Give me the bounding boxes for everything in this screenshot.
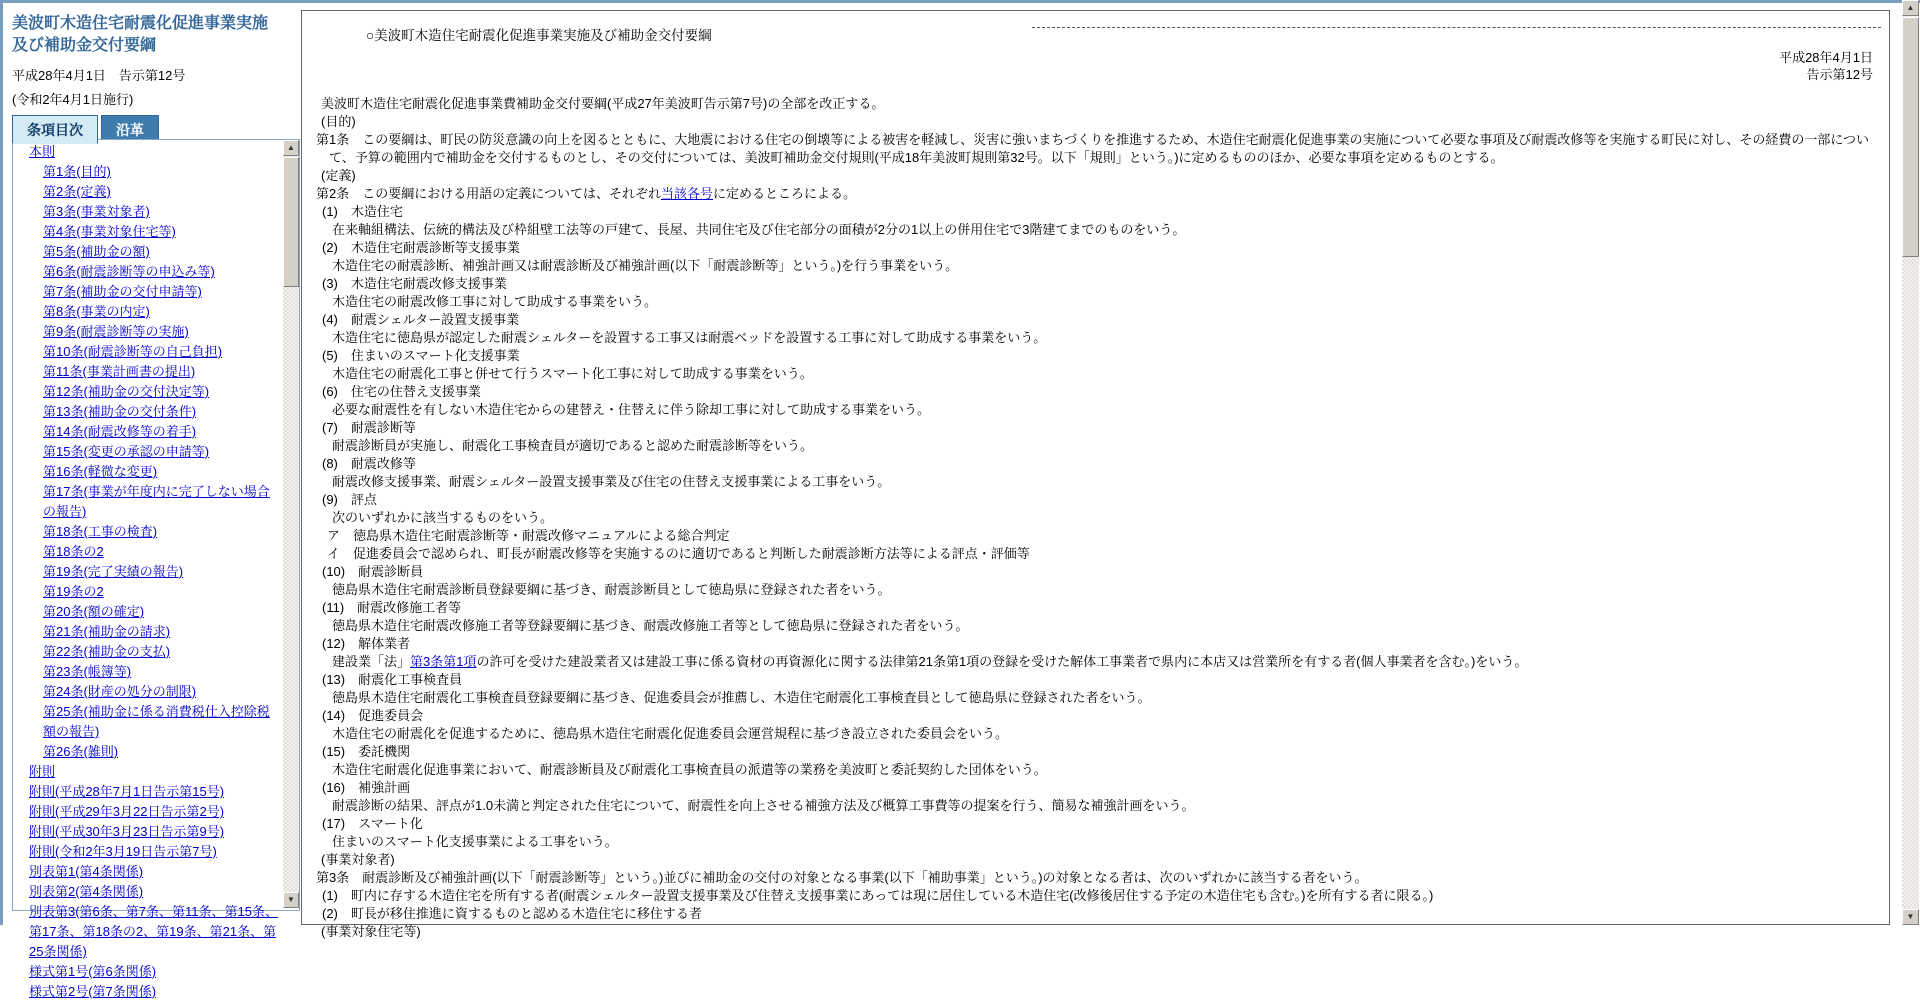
- window-scrollbar[interactable]: [1902, 0, 1919, 925]
- paragraph: [316, 383, 1875, 401]
- toc-link[interactable]: 第3条(事業対象者): [43, 204, 150, 219]
- text-segment: (事業対象住宅等): [321, 924, 421, 939]
- toc-link[interactable]: 第26条(雑則): [43, 744, 119, 759]
- toc-link[interactable]: 第14条(耐震改修等の着手): [43, 424, 197, 439]
- text-segment: (11) 耐震改修施工者等: [322, 600, 462, 615]
- text-segment: 在来軸組構法、伝統的構法及び枠組壁工法等の戸建て、長屋、共同住宅及び住宅部分の面積が2分の1以上の併用住宅で3階建てまでのものをいう。: [332, 222, 1186, 237]
- inline-link[interactable]: 当該各号: [660, 186, 713, 201]
- paragraph: [316, 851, 1875, 869]
- scroll-down-button[interactable]: ▼: [1902, 909, 1919, 925]
- paragraph: [316, 203, 1875, 221]
- paragraph: [316, 509, 1875, 527]
- text-segment: (8) 耐震改修等: [322, 456, 416, 471]
- paragraph: [316, 869, 1875, 887]
- text-segment: (16) 補強計画: [322, 780, 411, 795]
- inline-link[interactable]: 第3条第1項: [410, 654, 477, 669]
- tab-history[interactable]: 沿革: [101, 115, 159, 144]
- paragraph: [316, 833, 1875, 851]
- paragraph: [316, 545, 1875, 563]
- paragraph: [316, 365, 1875, 383]
- text-segment: (1) 町内に存する木造住宅を所有する者(耐震シェルター設置支援事業及び住替え支援事業にあっては現に居住している木造住宅(改修後居住する予定の木造住宅も含む。)を所有する者に限る。): [322, 888, 1434, 903]
- text-segment: (1) 木造住宅: [322, 204, 403, 219]
- paragraph: [316, 257, 1875, 275]
- toc-link[interactable]: 第6条(耐震診断等の申込み等): [43, 264, 215, 279]
- paragraph: [316, 437, 1875, 455]
- effective-date: (令和2年4月1日施行): [12, 92, 134, 107]
- toc-link[interactable]: 第19条(完了実績の報告): [43, 564, 184, 579]
- scroll-up-button[interactable]: ▲: [1902, 0, 1919, 16]
- toc-link[interactable]: 別表第2(第4条関係): [29, 884, 144, 899]
- toc-link[interactable]: 附則(平成30年3月23日告示第9号): [29, 824, 225, 839]
- paragraph: [316, 167, 1875, 185]
- text-segment: (2) 木造住宅耐震診断等支援事業: [322, 240, 520, 255]
- scrollbar-thumb[interactable]: [283, 157, 299, 287]
- document-dates: [1779, 49, 1873, 83]
- scroll-up-button[interactable]: ▲: [283, 140, 299, 156]
- text-segment: 耐震診断の結果、評点が1.0未満と判定された住宅について、耐震性を向上させる補強方法及び概算工事費等の提案を行う、簡易な補強計画をいう。: [332, 798, 1195, 813]
- toc-link[interactable]: 第18条(工事の検査): [43, 524, 158, 539]
- document-number: 告示第12号: [1806, 67, 1873, 82]
- document-body: [316, 95, 1875, 941]
- toc-link[interactable]: 第15条(変更の承認の申請等): [43, 444, 210, 459]
- paragraph: [316, 599, 1875, 617]
- toc-link[interactable]: 第19条の2: [43, 584, 104, 599]
- paragraph: [316, 581, 1875, 599]
- text-segment: 木造住宅の耐震診断、補強計画又は耐震診断及び補強計画(以下「耐震診断等」という。)を行う事業をいう。: [332, 258, 959, 273]
- paragraph: [316, 887, 1875, 905]
- toc-link[interactable]: 第24条(財産の処分の制限): [43, 684, 197, 699]
- paragraph: [316, 239, 1875, 257]
- paragraph: [316, 293, 1875, 311]
- text-segment: (13) 耐震化工事検査員: [322, 672, 463, 687]
- scroll-down-button[interactable]: ▼: [283, 892, 299, 908]
- paragraph: [316, 617, 1875, 635]
- toc-link[interactable]: 第20条(額の確定): [43, 604, 145, 619]
- paragraph: [316, 671, 1875, 689]
- text-segment: (6) 住宅の住替え支援事業: [322, 384, 481, 399]
- toc-link[interactable]: 附則(令和2年3月19日告示第7号): [29, 844, 217, 859]
- paragraph: [316, 689, 1875, 707]
- toc-link[interactable]: 第25条(補助金に係る消費税仕入控除税額の報告): [43, 704, 270, 739]
- toc-link[interactable]: 第1条(目的): [43, 164, 111, 179]
- text-segment: 耐震改修支援事業、耐震シェルター設置支援事業及び住宅の住替え支援事業による工事をいう。: [332, 474, 891, 489]
- text-segment: に定めるところによる。: [713, 186, 857, 201]
- toc-link[interactable]: 第10条(耐震診断等の自己負担): [43, 344, 223, 359]
- paragraph: [316, 707, 1875, 725]
- paragraph: [316, 905, 1875, 923]
- toc-listbox: [12, 139, 300, 999]
- text-segment: 第1条 この要綱は、町民の防災意識の向上を図るとともに、大地震における住宅の倒壊等による被害を軽減し、災害に強いまちづくりを推進するため、木造住宅耐震化促進事業の実施について必要な事項及び耐震改修等を実施する町民に対し、その経費の一部について、予算の範囲内で補助金を交付するものとし、その交付については、美波町補助金交付規則(平成18年美波町規則第32号。以下「規則」という。)に定めるもののほか、必要な事項を定めるものとする。: [316, 132, 1870, 165]
- text-segment: 第2条 この要綱における用語の定義については、それぞれ: [316, 186, 661, 201]
- toc-link[interactable]: 第8条(事業の内定): [43, 304, 150, 319]
- toc-link[interactable]: 第18条の2: [43, 544, 104, 559]
- text-segment: (3) 木造住宅耐震改修支援事業: [322, 276, 507, 291]
- paragraph: [316, 131, 1875, 167]
- text-segment: (10) 耐震診断員: [322, 564, 424, 579]
- text-segment: (4) 耐震シェルター設置支援事業: [322, 312, 520, 327]
- text-segment: 木造住宅の耐震化を促進するために、徳島県木造住宅耐震化促進委員会運営規程に基づき設立された委員会をいう。: [332, 726, 1009, 741]
- paragraph: [316, 473, 1875, 491]
- text-segment: イ 促進委員会で認められ、町長が耐震改修等を実施するのに適切であると判断した耐震診断方法等による評点・評価等: [327, 546, 1030, 561]
- text-segment: 木造住宅に徳島県が認定した耐震シェルターを設置する工事又は耐震ベッドを設置する工事に対して助成する事業をいう。: [332, 330, 1047, 345]
- paragraph: [316, 743, 1875, 761]
- text-segment: 徳島県木造住宅耐震診断員登録要綱に基づき、耐震診断員として徳島県に登録された者をいう。: [332, 582, 891, 597]
- toc-link[interactable]: 別表第1(第4条関係): [29, 864, 144, 879]
- paragraph: [316, 563, 1875, 581]
- paragraph: [316, 275, 1875, 293]
- toc-link[interactable]: 第2条(定義): [43, 184, 111, 199]
- paragraph: [316, 329, 1875, 347]
- document-frame: [301, 10, 1890, 939]
- toc-link[interactable]: 第7条(補助金の交付申請等): [43, 284, 202, 299]
- document-heading: ○美波町木造住宅耐震化促進事業実施及び補助金交付要綱: [366, 28, 712, 43]
- paragraph: [316, 455, 1875, 473]
- text-segment: 次のいずれかに該当するものをいう。: [332, 510, 554, 525]
- paragraph: [316, 725, 1875, 743]
- toc-list: [13, 142, 282, 999]
- paragraph: [316, 635, 1875, 653]
- text-segment: 木造住宅の耐震改修工事に対して助成する事業をいう。: [332, 294, 658, 309]
- paragraph: [316, 185, 1875, 203]
- toc-link[interactable]: 第9条(耐震診断等の実施): [43, 324, 189, 339]
- toc-link[interactable]: 附則: [29, 764, 56, 779]
- text-segment: (事業対象者): [321, 852, 395, 867]
- paragraph: [316, 653, 1875, 671]
- toc-link[interactable]: 第5条(補助金の額): [43, 244, 150, 259]
- text-segment: (2) 町長が移住推進に資するものと認める木造住宅に移住する者: [322, 906, 702, 921]
- text-segment: (5) 住まいのスマート化支援事業: [322, 348, 520, 363]
- toc-link[interactable]: 第12条(補助金の交付決定等): [43, 384, 210, 399]
- sidebar: [3, 3, 299, 999]
- tab-article-index[interactable]: 条項目次: [12, 115, 98, 144]
- toc-link[interactable]: 様式第2号(第7条関係): [29, 984, 157, 999]
- toc-link[interactable]: 附則(平成29年3月22日告示第2号): [29, 804, 225, 819]
- paragraph: [316, 815, 1875, 833]
- text-segment: (7) 耐震診断等: [322, 420, 416, 435]
- paragraph: [316, 347, 1875, 365]
- text-segment: 美波町木造住宅耐震化促進事業費補助金交付要綱(平成27年美波町告示第7号)の全部を改正する。: [321, 96, 885, 111]
- paragraph: [316, 401, 1875, 419]
- paragraph: [316, 761, 1875, 779]
- notification-date: 平成28年4月1日 告示第12号: [12, 68, 186, 83]
- text-segment: 第3条 耐震診断及び補強計画(以下「耐震診断等」という。)並びに補助金の交付の対象となる事業(以下「補助事業」という。)の対象となる者は、次のいずれかに該当する者をいう。: [316, 870, 1368, 885]
- text-segment: 必要な耐震性を有しない木造住宅からの建替え・住替えに伴う除却工事に対して助成する事業をいう。: [332, 402, 931, 417]
- document-date: 平成28年4月1日: [1779, 50, 1873, 65]
- paragraph: [316, 779, 1875, 797]
- text-segment: 木造住宅耐震化促進事業において、耐震診断員及び耐震化工事検査員の派遣等の業務を美波町と委託契約した団体をいう。: [332, 762, 1047, 777]
- toc-link[interactable]: 様式第1号(第6条関係): [29, 964, 157, 979]
- text-segment: (定義): [321, 168, 356, 183]
- text-segment: 耐震診断員が実施し、耐震化工事検査員が適切であると認めた耐震診断等をいう。: [332, 438, 814, 453]
- paragraph: [316, 95, 1875, 113]
- paragraph: [316, 311, 1875, 329]
- text-segment: 住まいのスマート化支援事業による工事をいう。: [332, 834, 618, 849]
- toc-link[interactable]: 第23条(帳簿等): [43, 664, 132, 679]
- text-segment: (14) 促進委員会: [322, 708, 424, 723]
- text-segment: 徳島県木造住宅耐震改修施工者等登録要綱に基づき、耐震改修施工者等として徳島県に登録された者をいう。: [332, 618, 969, 633]
- toc-link[interactable]: 第21条(補助金の請求): [43, 624, 171, 639]
- sidebar-scrollbar[interactable]: [283, 140, 299, 908]
- toc-link[interactable]: 第16条(軽微な変更): [43, 464, 158, 479]
- text-segment: (目的): [321, 114, 356, 129]
- paragraph: [316, 527, 1875, 545]
- paragraph: [316, 923, 1875, 941]
- text-segment: (17) スマート化: [322, 816, 423, 831]
- regulation-title: 美波町木造住宅耐震化促進事業実施及び補助金交付要綱: [12, 15, 269, 54]
- text-segment: ア 徳島県木造住宅耐震診断等・耐震改修マニュアルによる総合判定: [327, 528, 730, 543]
- toc-link[interactable]: 本則: [29, 144, 56, 159]
- toc-link[interactable]: 第11条(事業計画書の提出): [43, 364, 196, 379]
- toc-link[interactable]: 附則(平成28年7月1日告示第15号): [29, 784, 225, 799]
- text-segment: (12) 解体業者: [322, 636, 411, 651]
- text-segment: (15) 委託機関: [322, 744, 411, 759]
- paragraph: [316, 797, 1875, 815]
- toc-link[interactable]: 第13条(補助金の交付条件): [43, 404, 197, 419]
- toc-link[interactable]: 別表第3(第6条、第7条、第11条、第15条、第17条、第18条の2、第19条、第21条、第25条関係): [29, 904, 278, 959]
- text-segment: 木造住宅の耐震化工事と併せて行うスマート化工事に対して助成する事業をいう。: [332, 366, 813, 381]
- toc-link[interactable]: 第4条(事業対象住宅等): [43, 224, 176, 239]
- text-segment: 徳島県木造住宅耐震化工事検査員登録要綱に基づき、促進委員会が推薦し、木造住宅耐震化工事検査員として徳島県に登録された者をいう。: [332, 690, 1151, 705]
- paragraph: [316, 113, 1875, 131]
- paragraph: [316, 221, 1875, 239]
- toc-link[interactable]: 第17条(事業が年度内に完了しない場合の報告): [43, 484, 270, 519]
- text-segment: (9) 評点: [322, 492, 377, 507]
- scrollbar-thumb[interactable]: [1902, 17, 1919, 257]
- paragraph: [316, 491, 1875, 509]
- paragraph: [316, 419, 1875, 437]
- text-segment: の許可を受けた建設業者又は建設工事に係る資材の再資源化に関する法律第21条第1項の登録を受けた解体工事業者で県内に本店又は営業所を有する者(個人事業者を含む。)をいう。: [476, 654, 1528, 669]
- toc-link[interactable]: 第22条(補助金の支払): [43, 644, 171, 659]
- text-segment: 建設業「法」: [332, 654, 411, 669]
